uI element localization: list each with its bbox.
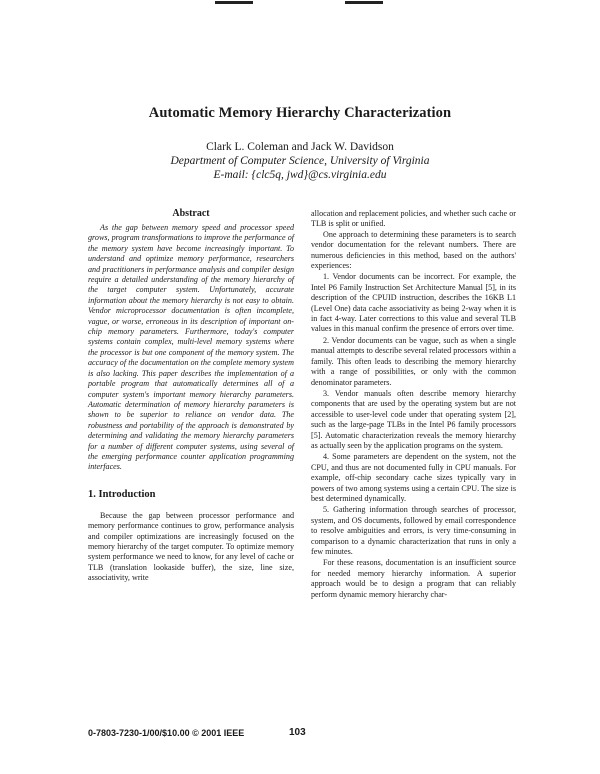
- paper-affiliation: Department of Computer Science, University of Virginia: [170, 155, 430, 167]
- left-column: [88, 208, 294, 584]
- conclusion-paragraph: For these reasons, documentation is an insufficient source for needed memory hierarchy information. A superior approach would be to design a program that can reliably perform dynamic memory hierarchy char-: [311, 558, 516, 599]
- introduction-paragraph: Because the gap between processor performance and memory performance continues to grow, performance analysis and compiler optimizations are increasingly focused on the memory hierarchy of the target computer. To optimize memory system performance we need to know, for any level of cache or TLB (translation lookaside buffer), the size, line size, associativity, write: [88, 510, 294, 583]
- deficiency-1: 1. Vendor documents can be incorrect. For example, the Intel P6 Family Instruction Set Architecture Manual [5], in its description of the CPUID instruction, describes the 16KB L1 (Level One) data cache associativity as being 2-way when it is in fact 4-way. Later corrections to this value and several TLB values in this manual confirm the presence of errors over time.: [311, 272, 516, 334]
- deficiency-2: 2. Vendor documents can be vague, such as when a single manual attempts to describe several related processors within a family. This often leads to describing the memory hierarchy with a range of possibilities, or only with the common denominator parameters.: [311, 335, 516, 387]
- footer-isbn: 0-7803-7230-1/00/$10.00 © 2001 IEEE: [88, 728, 245, 738]
- paper-authors: Clark L. Coleman and Jack W. Davidson: [206, 141, 394, 153]
- right-column: [311, 209, 516, 600]
- abstract-text: As the gap between memory speed and processor speed grows, program transformations to improve the performance of the memory system have become increasingly important. To understand and optimize memory performance, researchers and practitioners in performance analysis and compiler design require a detailed understanding of the memory hierarchy of the target computer system. Unfortunately, accurate information about the memory hierarchy is not easy to obtain. Vendor microprocessor documentation is often incomplete, vague, or worse, erroneous in its description of important on-chip memory parameters. Furthermore, today's computer systems contain complex, multi-level memory systems where the processor is but one component of the memory system. The accuracy of the documentation on the complete memory system is also lacking. This paper describes the implementation of a portable program that automatically determines all of a computer system's important memory hierarchy parameters. Automatic determination of memory hierarchy parameters is shown to be superior to reliance on vendor data. The robustness and portability of the approach is demonstrated by determining and validating the memory hierarchy parameters for a number of different computer systems, using several of the emerging performance counter application programming interfaces.: [88, 223, 294, 472]
- paper-email: E-mail: {clc5q, jwd}@cs.virginia.edu: [213, 169, 387, 181]
- header-rule-right: [345, 1, 383, 4]
- abstract-heading: Abstract: [172, 208, 210, 219]
- deficiency-3: 3. Vendor manuals often describe memory hierarchy components that are used by the operating system but are not accessible to user-level code under that operating system [2], such as the large-page TLBs in the Intel P6 family processors [5]. Automatic characterization reveals the memory hierarchy as actually seen by the application programs on the system.: [311, 388, 516, 450]
- continued-paragraph: allocation and replacement policies, and whether such cache or TLB is split or unified.: [311, 209, 516, 229]
- introduction-heading: 1. Introduction: [88, 488, 156, 500]
- approach-paragraph: One approach to determining these parameters is to search vendor documentation for the relevant numbers. There are numerous deficiencies in this method, based on the authors' experiences:: [311, 229, 516, 271]
- deficiency-5: 5. Gathering information through searches of processor, system, and OS documents, followed by email correspondence to resolve ambiguities and errors, is very time-consuming in comparison to a dynamic characterization that runs in only a few minutes.: [311, 505, 516, 556]
- header-rule-left: [215, 1, 253, 4]
- page-number: 103: [289, 727, 306, 738]
- deficiency-4: 4. Some parameters are dependent on the system, not the CPU, and thus are not documented fully in CPU manuals. For example, off-chip secondary cache sizes typically vary in powers of two among systems using a certain CPU. The size is best determined dynamically.: [311, 452, 516, 503]
- paper-title: Automatic Memory Hierarchy Characterization: [148, 105, 452, 121]
